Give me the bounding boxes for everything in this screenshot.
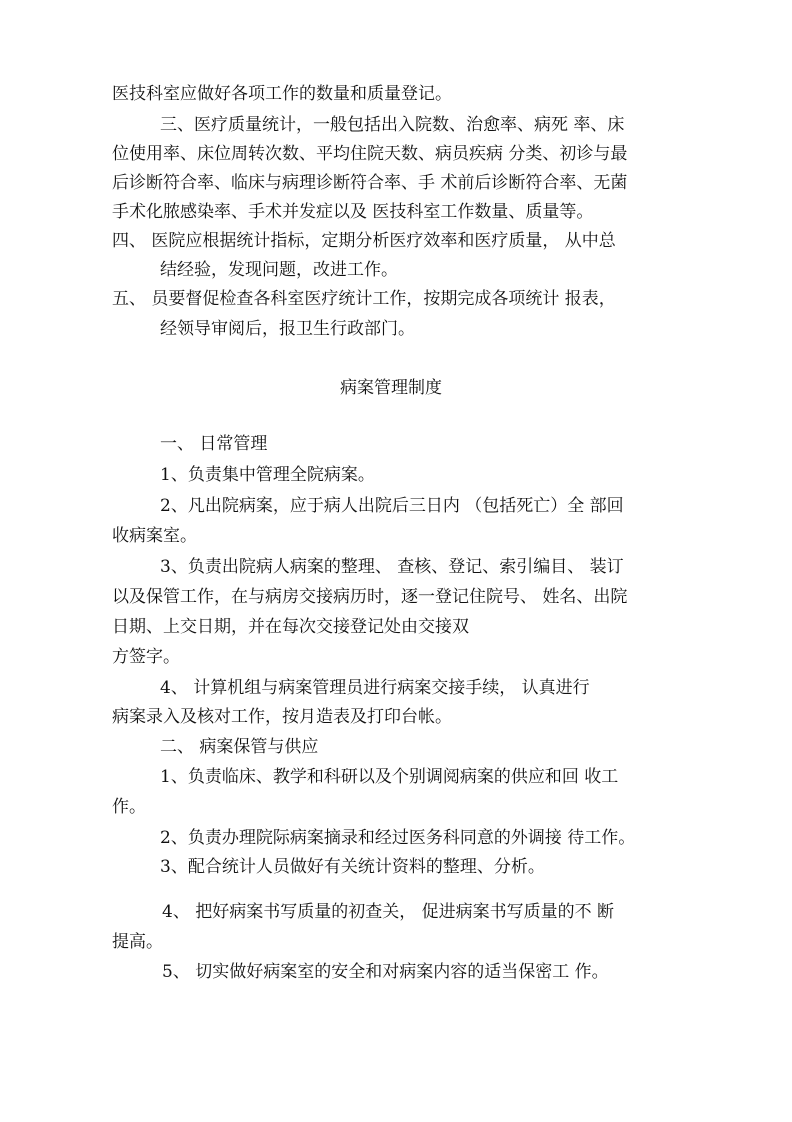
item-line-4: 4、 计算机组与病案管理员进行病案交接手续， 认真进行 bbox=[160, 678, 590, 698]
item-line-4-cont: 病案录入及核对工作，按月造表及打印台帐。 bbox=[112, 707, 452, 727]
supply-item-1: 1、负责临床、教学和科研以及个别调阅病案的供应和回 收工 bbox=[160, 767, 619, 787]
supply-item-2: 2、负责办理院际病案摘录和经过医务科同意的外调接 待工作。 bbox=[160, 828, 636, 848]
item-line-2: 2、凡出院病案，应于病人出院后三日内 （包括死亡）全 部回 bbox=[160, 496, 624, 516]
supply-item-1-cont: 作。 bbox=[112, 797, 146, 817]
text-line-3: 位使用率、床位周转次数、平均住院天数、病员疾病 分类、初诊与最 bbox=[112, 144, 628, 164]
heading-daily-management: 一、 日常管理 bbox=[160, 434, 268, 454]
text-line-6: 四、 医院应根据统计指标，定期分析医疗效率和医疗质量， 从中总 bbox=[112, 231, 616, 251]
text-line-9: 经领导审阅后，报卫生行政部门。 bbox=[160, 319, 415, 339]
item-line-3: 3、负责出院病人病案的整理、 查核、登记、索引编目、 装订 bbox=[160, 557, 624, 577]
text-line-2: 三、医疗质量统计，一般包括出入院数、治愈率、病死 率、床 bbox=[160, 115, 625, 135]
text-line-1: 医技科室应做好各项工作的数量和质量登记。 bbox=[112, 84, 452, 104]
item-line-2-cont: 收病案室。 bbox=[112, 526, 197, 546]
text-line-8: 五、 员要督促检查各科室医疗统计工作，按期完成各项统计 报表， bbox=[112, 289, 616, 309]
text-line-5: 手术化脓感染率、手术并发症以及 医技科室工作数量、质量等。 bbox=[112, 202, 594, 222]
heading-storage-supply: 二、 病案保管与供应 bbox=[160, 737, 319, 757]
item-line-3-cont-1: 以及保管工作，在与病房交接病历时，逐一登记住院号、 姓名、出院 bbox=[112, 587, 628, 607]
text-line-7: 结经验，发现问题，改进工作。 bbox=[160, 260, 398, 280]
section-title: 病案管理制度 bbox=[340, 378, 442, 398]
supply-item-4-cont: 提高。 bbox=[112, 932, 163, 952]
item-line-3-cont-3: 方签字。 bbox=[112, 647, 180, 667]
item-line-1: 1、负责集中管理全院病案。 bbox=[160, 465, 375, 485]
item-line-3-cont-2: 日期、上交日期，并在每次交接登记处由交接双 bbox=[112, 617, 469, 637]
supply-item-4: 4、 把好病案书写质量的初查关， 促进病案书写质量的不 断 bbox=[162, 902, 615, 922]
supply-item-3: 3、配合统计人员做好有关统计资料的整理、分析。 bbox=[160, 857, 545, 877]
supply-item-5: 5、 切实做好病案室的安全和对病案内容的适当保密工 作。 bbox=[162, 962, 609, 982]
text-line-4: 后诊断符合率、临床与病理诊断符合率、手 术前后诊断符合率、无菌 bbox=[112, 173, 628, 193]
